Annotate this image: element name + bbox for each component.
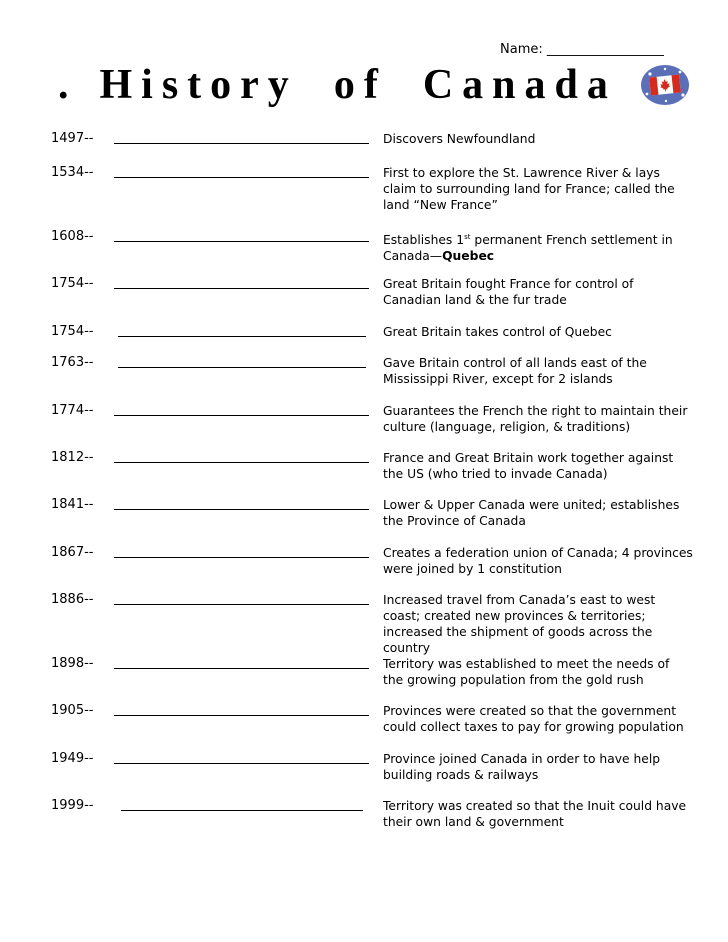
title-bullet: . bbox=[58, 62, 78, 108]
answer-blank[interactable] bbox=[114, 715, 369, 716]
event-description: Creates a federation union of Canada; 4 provinces were joined by 1 constitution bbox=[383, 546, 693, 576]
answer-blank[interactable] bbox=[114, 177, 369, 178]
event-description: First to explore the St. Lawrence River & lays claim to surrounding land for France; called the land “New France” bbox=[383, 166, 675, 212]
event-description: Gave Britain control of all lands east of the Mississippi River, except for 2 islands bbox=[383, 356, 647, 386]
page-title bbox=[58, 64, 617, 106]
answer-blank[interactable] bbox=[121, 810, 363, 811]
title-word-canada: Canada bbox=[422, 62, 617, 108]
year-label: 1608-- bbox=[51, 229, 94, 244]
event-description: Discovers Newfoundland bbox=[383, 132, 536, 146]
event-description: Great Britain fought France for control of Canadian land & the fur trade bbox=[383, 277, 634, 307]
answer-blank[interactable] bbox=[114, 557, 369, 558]
year-label: 1774-- bbox=[51, 403, 94, 418]
answer-blank[interactable] bbox=[114, 668, 369, 669]
event-description: Territory was established to meet the needs of the growing population from the gold rush bbox=[383, 657, 670, 687]
event-description: Territory was created so that the Inuit could have their own land & government bbox=[383, 799, 687, 829]
quebec-bold: Quebec bbox=[442, 249, 495, 264]
event-description: Lower & Upper Canada were united; establishes the Province of Canada bbox=[383, 498, 680, 528]
answer-blank[interactable] bbox=[114, 143, 369, 144]
year-label: 1763-- bbox=[51, 355, 94, 370]
event-description: Guarantees the French the right to maintain their culture (language, religion, & traditions) bbox=[383, 404, 688, 434]
canada-flag-icon bbox=[640, 64, 690, 106]
year-label: 1497-- bbox=[51, 131, 94, 146]
answer-blank[interactable] bbox=[114, 763, 369, 764]
title-word-of: of bbox=[333, 62, 387, 108]
answer-blank[interactable] bbox=[114, 509, 369, 510]
event-description: Provinces were created so that the government could collect taxes to pay for growing population bbox=[383, 704, 684, 734]
event-description: Great Britain takes control of Quebec bbox=[383, 325, 612, 339]
name-field-label[interactable]: Name: __________________ bbox=[500, 42, 664, 57]
year-label: 1534-- bbox=[51, 165, 94, 180]
year-label: 1812-- bbox=[51, 450, 94, 465]
year-label: 1886-- bbox=[51, 592, 94, 607]
year-label: 1754-- bbox=[51, 324, 94, 339]
answer-blank[interactable] bbox=[114, 241, 369, 242]
event-description: Increased travel from Canada’s east to west coast; created new provinces & territories; increased the shipment of goods across the country bbox=[383, 593, 656, 655]
event-description: Province joined Canada in order to have help building roads & railways bbox=[383, 752, 661, 782]
year-label: 1867-- bbox=[51, 545, 94, 560]
year-label: 1898-- bbox=[51, 656, 94, 671]
answer-blank[interactable] bbox=[114, 604, 369, 605]
year-label: 1999-- bbox=[51, 798, 94, 813]
title-word-history: History bbox=[99, 62, 298, 108]
year-label: 1841-- bbox=[51, 497, 94, 512]
year-label: 1949-- bbox=[51, 751, 94, 766]
event-description: France and Great Britain work together against the US (who tried to invade Canada) bbox=[383, 451, 674, 481]
answer-blank[interactable] bbox=[114, 462, 369, 463]
answer-blank[interactable] bbox=[114, 415, 369, 416]
year-label: 1905-- bbox=[51, 703, 94, 718]
event-description: Establishes 1st permanent French settlement in Canada—Quebec bbox=[383, 233, 673, 264]
year-label: 1754-- bbox=[51, 276, 94, 291]
answer-blank[interactable] bbox=[118, 336, 366, 337]
answer-blank[interactable] bbox=[118, 367, 366, 368]
answer-blank[interactable] bbox=[114, 288, 369, 289]
